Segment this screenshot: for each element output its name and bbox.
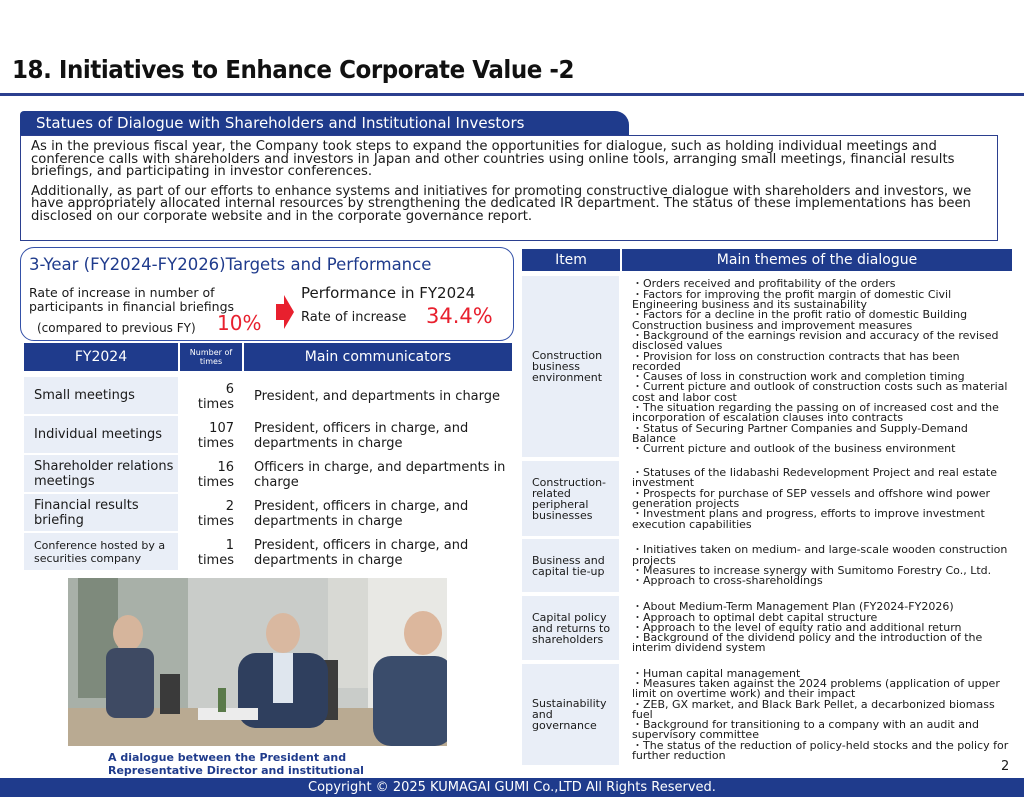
table-row <box>24 377 512 416</box>
meeting-type: Conference hosted by a securities company <box>24 533 178 572</box>
meeting-count: 16 times <box>197 459 234 490</box>
footer-copyright: Copyright © 2025 KUMAGAI GUMI Co.,LTD All Rights Reserved. <box>0 778 1024 797</box>
dialogue-photo <box>68 578 447 746</box>
theme-item: Sustainability and governance <box>522 664 619 765</box>
performance-value: 34.4% <box>426 304 493 328</box>
table-row <box>24 416 512 455</box>
list-item: ・The status of the reduction of policy-held stocks and the policy for further reduction <box>632 738 1009 763</box>
list-item: ・Approach to optimal debt capital structure <box>632 610 878 624</box>
list-item: ・Background for transitioning to a company with an audit and supervisory committee <box>632 718 979 742</box>
list-item: ・Background of the dividend policy and the introduction of the interim dividend system <box>632 631 983 655</box>
list-item: ・Factors for a decline in the profit ratio of domestic Building Construction business and improvement measures <box>632 308 968 332</box>
list-item: ・Current picture and outlook of the business environment <box>632 442 956 456</box>
intro-paragraph-2: Additionally, as part of our efforts to enhance systems and initiatives for promoting constructive dialogue with shareholders and investors, we have appropriately allocated internal resources by strengthening the dedicated IR department. The status of these implementations has been disclosed on our corporate website and in the corporate governance report. <box>31 183 972 224</box>
intro-paragraph-1: As in the previous fiscal year, the Company took steps to expand the opportunities for dialogue, such as holding individual meetings and conference calls with shareholders and investors in Japan and other countries using online tools, arranging small meetings, financial results briefings, and participating in investor conferences. <box>31 139 955 179</box>
theme-list <box>632 598 1012 658</box>
meeting-communicators: President, officers in charge, and departments in charge <box>254 498 469 529</box>
list-item: ・Statuses of the Iidabashi Redevelopment Project and real estate investment <box>632 466 997 490</box>
target-label: Rate of increase in number of participants in financial briefings <box>29 285 235 314</box>
title-divider <box>0 93 1024 96</box>
list-item: ・About Medium-Term Management Plan (FY2024-FY2026) <box>632 600 954 614</box>
theme-list <box>632 541 1012 591</box>
list-item: ・The situation regarding the passing on of increased cost and the incorporation of escalation clauses into contracts <box>632 401 999 425</box>
target-value: 10% <box>217 311 262 335</box>
photo-caption: A dialogue between the President and Representative Director and institutional <box>108 751 364 777</box>
list-item: ・Provision for loss on construction contracts that has been recorded <box>632 349 960 373</box>
table-row <box>24 494 512 533</box>
theme-list <box>632 666 1012 764</box>
arrow-right-icon <box>276 295 294 329</box>
header-count: Number of times <box>178 343 244 371</box>
meeting-communicators: President, officers in charge, and departments in charge <box>254 420 469 451</box>
intro-box <box>20 135 998 241</box>
theme-list <box>632 277 1012 457</box>
target-note: (compared to previous FY) <box>37 321 196 335</box>
list-item: ・ZEB, GX market, and Black Bark Pellet, a decarbonized biomass fuel <box>632 697 995 721</box>
performance-title: Performance in FY2024 <box>301 284 476 302</box>
theme-item: Business and capital tie-up <box>522 539 619 592</box>
list-item: ・Causes of loss in construction work and completion timing <box>632 370 965 384</box>
section-heading: Statues of Dialogue with Shareholders and Institutional Investors <box>20 111 629 135</box>
list-item: ・Status of Securing Partner Companies and Supply-Demand Balance <box>632 421 968 445</box>
meeting-communicators: President, officers in charge, and departments in charge <box>254 537 469 568</box>
header-themes: Main themes of the dialogue <box>622 249 1012 271</box>
list-item: ・Investment plans and progress, efforts to improve investment execution capabilities <box>632 507 985 531</box>
list-item: ・Factors for improving the profit margin of domestic Civil Engineering business and its sustainability <box>632 287 952 312</box>
meeting-type: Shareholder relations meetings <box>24 455 178 494</box>
page-number: 2 <box>1001 759 1010 774</box>
list-item: ・Approach to the level of equity ratio and additional return <box>632 620 962 634</box>
performance-label: Rate of increase <box>301 310 407 325</box>
page-title: 18. Initiatives to Enhance Corporate Value -2 <box>12 55 575 84</box>
targets-box <box>20 247 514 341</box>
meeting-count: 1 times <box>197 537 234 568</box>
theme-item: Construction business environment <box>522 276 619 457</box>
meeting-count: 107 times <box>197 420 234 451</box>
list-item: ・Approach to cross-shareholdings <box>632 574 823 588</box>
targets-title: 3-Year (FY2024-FY2026)Targets and Performance <box>29 255 432 274</box>
list-item: ・Prospects for purchase of SEP vessels and offshore wind power generation projects <box>632 486 991 510</box>
header-communicators: Main communicators <box>304 349 452 365</box>
list-item: ・Initiatives taken on medium- and large-scale wooden construction projects <box>632 543 1008 567</box>
meetings-table <box>24 343 512 572</box>
list-item: ・Measures taken against the 2024 problems (application of upper limit on overtime work) and their impact <box>632 676 1000 701</box>
meeting-type: Financial results briefing <box>24 494 178 533</box>
header-fy: FY2024 <box>74 349 128 365</box>
meetings-table-header <box>24 343 512 371</box>
theme-item: Construction-related peripheral businesses <box>522 461 619 536</box>
header-item: Item <box>522 249 620 271</box>
theme-item: Capital policy and returns to shareholders <box>522 596 619 660</box>
list-item: ・Orders received and profitability of the orders <box>632 277 896 291</box>
list-item: ・Background of the earnings revision and accuracy of the revised disclosed values <box>632 328 999 353</box>
meeting-communicators: President, and departments in charge <box>254 389 501 404</box>
list-item: ・Measures to increase synergy with Sumitomo Forestry Co., Ltd. <box>632 564 992 577</box>
list-item: ・Current picture and outlook of construction costs such as material cost and labor cost <box>632 380 1008 404</box>
meeting-count: 6 times <box>197 381 234 412</box>
meeting-communicators: Officers in charge, and departments in charge <box>254 459 506 490</box>
table-row <box>24 455 512 494</box>
table-row <box>24 533 512 572</box>
meeting-type: Individual meetings <box>24 416 178 455</box>
theme-list <box>632 463 1012 535</box>
meeting-count: 2 times <box>197 498 234 529</box>
meeting-type: Small meetings <box>24 377 178 416</box>
list-item: ・Human capital management <box>632 666 801 680</box>
